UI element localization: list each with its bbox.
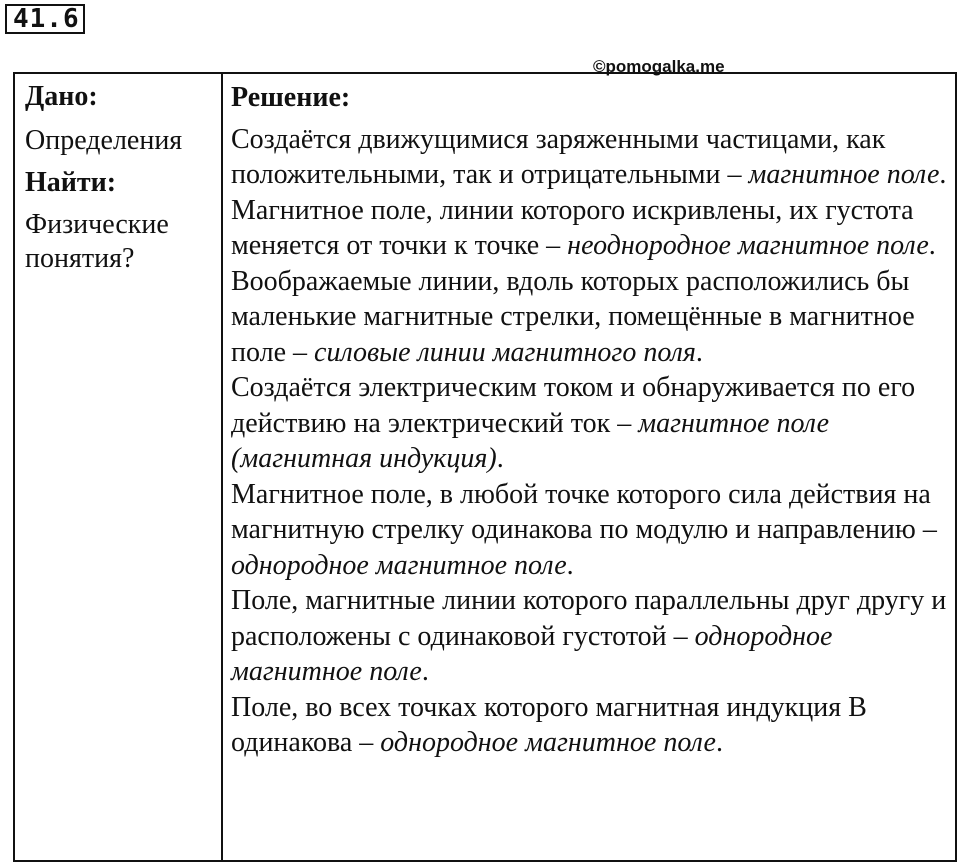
entry-end: .: [421, 656, 429, 687]
entry-end: .: [928, 230, 936, 261]
solution-entry: [231, 583, 949, 690]
entry-end: .: [939, 159, 947, 190]
entry-term: силовые линии магнитного поля: [314, 336, 696, 368]
find-value: Физические понятия?: [25, 209, 169, 274]
solution-entry: [231, 193, 949, 264]
entry-term: однородное магнитное поле: [231, 620, 833, 687]
given-value: Определения: [25, 125, 183, 156]
solution-entry: [231, 122, 949, 193]
entry-term: магнитное поле: [748, 159, 940, 190]
entry-end: .: [566, 549, 574, 581]
entry-term: однородное магнитное поле: [231, 549, 567, 581]
solution-label: Решение:: [231, 82, 351, 113]
entry-text: Создаётся электрическим током и обнаруживается по его действию на электрический ток –: [231, 372, 916, 439]
solution-entry: [231, 370, 949, 477]
solution-entry: [231, 264, 949, 371]
given-column: [15, 74, 223, 860]
entry-end: .: [715, 727, 723, 758]
solution-entry: [231, 477, 949, 584]
watermark: ©pomogalka.me: [593, 57, 725, 76]
entry-text: Магнитное поле, в любой точке которого сила действия на магнитную стрелку одинакова по модулю и направлению –: [231, 478, 937, 545]
solution-column: [223, 74, 955, 860]
entry-text: Поле, магнитные линии которого параллельны друг другу и расположены с одинаковой густотой –: [231, 585, 947, 652]
entry-text: Создаётся движущимися заряженными частицами, как положительными, так и отрицательными –: [231, 123, 886, 190]
entry-term: однородное магнитное поле: [380, 727, 716, 758]
entry-term: неоднородное магнитное поле: [567, 230, 929, 261]
entry-text: Воображаемые линии, вдоль которых расположились бы маленькие магнитные стрелки, помещённые в магнитное поле –: [231, 265, 915, 368]
problem-number: 41.6: [5, 4, 85, 34]
entry-text: Поле, во всех точках которого магнитная индукция B одинакова –: [231, 691, 867, 758]
given-label: Дано:: [25, 81, 98, 112]
entry-text: Магнитное поле, линии которого искривлены, их густота меняется от точки к точке –: [231, 194, 914, 261]
solution-table: [13, 72, 957, 862]
entry-term: магнитное поле (магнитная индукция): [231, 407, 830, 474]
find-label: Найти:: [25, 167, 117, 198]
entry-end: .: [496, 443, 504, 474]
entry-end: .: [695, 336, 703, 368]
solution-entry: [231, 690, 949, 761]
